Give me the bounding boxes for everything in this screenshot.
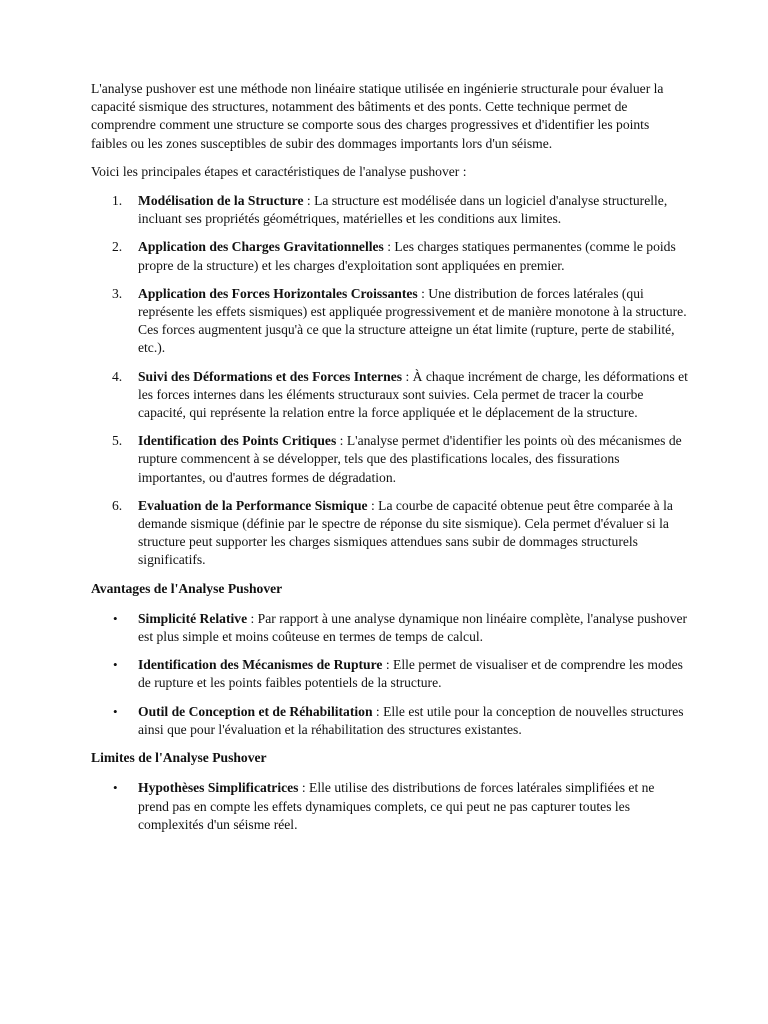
item-title: Application des Charges Gravitationnelles xyxy=(138,239,384,255)
item-title: Hypothèses Simplificatrices xyxy=(138,780,299,796)
bullet-icon: • xyxy=(113,610,118,626)
item-title: Identification des Mécanismes de Rupture xyxy=(138,657,383,673)
limits-heading: Limites de l'Analyse Pushover xyxy=(91,750,267,766)
item-text: : Elle permet de visualiser et de comprendre les modes de rupture et les points faibles potentiels de la structure. xyxy=(138,657,683,691)
list-item xyxy=(91,610,688,646)
item-text: : L'analyse permet d'identifier les points où des mécanismes de rupture commencent à se développer, tels que des plastifications locales, des fissurations importantes, ou d'autres formes de dégradation. xyxy=(138,433,682,485)
item-text: : Elle est utile pour la conception de nouvelles structures ainsi que pour l'évaluation et la réhabilitation des structures existantes. xyxy=(138,703,684,737)
list-item xyxy=(91,432,688,487)
list-item xyxy=(91,368,688,423)
list-item xyxy=(91,703,688,739)
item-title: Identification des Points Critiques xyxy=(138,433,337,449)
item-text: : À chaque incrément de charge, les déformations et les forces internes dans les éléments structuraux sont suivies. Cela permet de tracer la courbe capacité, qui représente la relation entre la force appliquée et le déplacement de la structure. xyxy=(138,368,688,421)
list-item xyxy=(91,238,688,274)
item-text: : Une distribution de forces latérales (qui représente les effets sismiques) est appliquée progressivement et de manière monotone à la structure. Ces forces augmentent jusqu'à ce que la structure atteigne un état limite (rupture, perte de stabilité, etc.). xyxy=(138,285,687,356)
item-text: : La courbe de capacité obtenue peut être comparée à la demande sismique (définie par le spectre de réponse du site sismique). Cela permet d'évaluer si la structure peut supporter les charges sismiques attendues sans subir de dommages structurels significatifs. xyxy=(138,497,673,568)
item-title: Suivi des Déformations et des Forces Internes xyxy=(138,368,403,384)
list-number: 1. xyxy=(112,193,123,209)
item-text: : La structure est modélisée dans un logiciel d'analyse structurelle, incluant ses propriétés géométriques, matérielles et les conditions aux limites. xyxy=(138,193,668,227)
item-title: Outil de Conception et de Réhabilitation xyxy=(138,703,373,719)
advantages-heading: Avantages de l'Analyse Pushover xyxy=(91,580,283,596)
item-text: : Les charges statiques permanentes (comme le poids propre de la structure) et les charges d'exploitation sont appliquées en premier. xyxy=(138,239,676,273)
item-text: : Par rapport à une analyse dynamique non linéaire complète, l'analyse pushover est plus simple et moins coûteuse en termes de temps de calcul. xyxy=(138,610,688,645)
item-text: : Elle utilise des distributions de forces latérales simplifiées et ne prend pas en compte les effets dynamiques complets, ce qui peut ne pas capturer toutes les complexités d'un séisme réel. xyxy=(138,780,655,832)
bullet-icon: • xyxy=(113,657,118,673)
list-number: 3. xyxy=(112,285,123,301)
list-item xyxy=(91,192,688,228)
bullet-icon: • xyxy=(113,780,118,796)
bullet-icon: • xyxy=(113,703,118,719)
list-item xyxy=(91,779,688,834)
list-item xyxy=(91,285,688,358)
steps-list xyxy=(91,192,688,570)
item-title: Evaluation de la Performance Sismique xyxy=(138,497,368,513)
advantages-list xyxy=(91,610,688,739)
item-title: Modélisation de la Structure xyxy=(138,193,304,209)
intro-paragraph: L'analyse pushover est une méthode non linéaire statique utilisée en ingénierie structurale pour évaluer la capacité sismique des structures, notamment des bâtiments et des ponts. Cette technique permet de comprendre comment une structure se comporte sous des charges progressives et d'identifier les points faibles ou les zones susceptibles de subir des dommages importants lors d'un séisme. xyxy=(91,81,664,151)
list-item xyxy=(91,497,688,570)
item-title: Simplicité Relative xyxy=(138,610,248,626)
list-number: 2. xyxy=(112,239,123,255)
limits-list xyxy=(91,779,688,834)
item-title: Application des Forces Horizontales Croissantes xyxy=(138,285,418,301)
lead-paragraph: Voici les principales étapes et caractéristiques de l'analyse pushover : xyxy=(91,163,467,179)
list-number: 6. xyxy=(112,497,123,513)
list-number: 5. xyxy=(112,433,123,449)
list-item xyxy=(91,656,688,692)
list-number: 4. xyxy=(112,368,123,384)
